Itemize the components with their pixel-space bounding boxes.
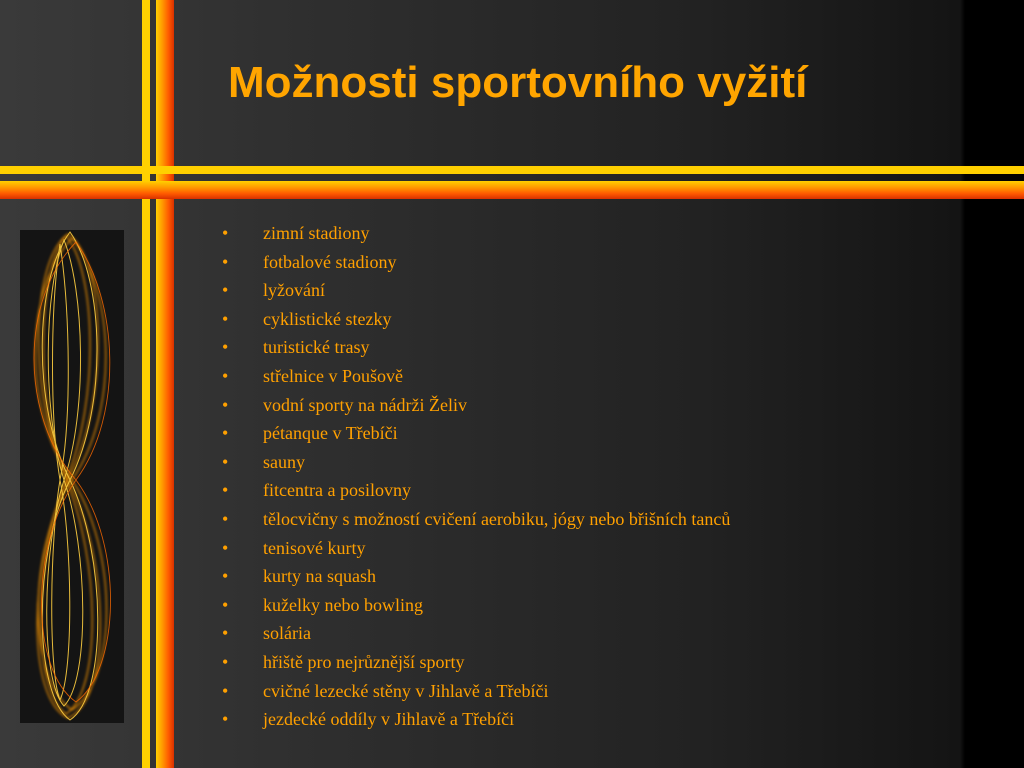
list-item-text: cyklistické stezky xyxy=(263,308,392,329)
list-item-text: jezdecké oddíly v Jihlavě a Třebíči xyxy=(263,709,515,730)
light-trail-image xyxy=(20,230,124,723)
bullet-icon: • xyxy=(222,680,229,701)
list-item-text: hřiště pro nejrůznější sporty xyxy=(263,651,465,672)
list-item xyxy=(222,591,730,620)
bullet-icon: • xyxy=(222,480,229,501)
list-item xyxy=(222,391,730,420)
horizontal-orange-stripe xyxy=(0,181,1024,199)
bullet-icon: • xyxy=(222,223,229,243)
horizontal-yellow-stripe xyxy=(0,166,1024,174)
bullet-icon: • xyxy=(222,308,229,329)
vertical-yellow-stripe xyxy=(142,0,150,768)
list-item-text: fotbalové stadiony xyxy=(263,251,397,272)
bullet-icon: • xyxy=(222,394,229,415)
list-item-text: tělocvičny s možností cvičení aerobiku, jógy nebo břišních tanců xyxy=(263,508,731,529)
list-item xyxy=(222,448,730,477)
list-item-text: fitcentra a posilovny xyxy=(263,480,411,501)
list-item-text: vodní sporty na nádrži Želiv xyxy=(263,394,467,415)
bullet-icon: • xyxy=(222,537,229,558)
list-item xyxy=(222,219,730,248)
list-item-text: tenisové kurty xyxy=(263,537,366,558)
list-item-text: kurty na squash xyxy=(263,566,376,587)
list-item-text: lyžování xyxy=(263,280,325,301)
bullet-icon: • xyxy=(222,709,229,730)
list-item xyxy=(222,476,730,505)
list-item-text: sauny xyxy=(263,451,305,472)
bullet-icon: • xyxy=(222,508,229,529)
list-item xyxy=(222,362,730,391)
list-item-text: cvičné lezecké stěny v Jihlavě a Třebíči xyxy=(263,680,549,701)
bullet-icon: • xyxy=(222,451,229,472)
list-item xyxy=(222,305,730,334)
list-item xyxy=(222,534,730,563)
bullet-icon: • xyxy=(222,280,229,301)
bullet-icon: • xyxy=(222,251,229,272)
list-item xyxy=(222,276,730,305)
list-item-text: turistické trasy xyxy=(263,337,370,358)
list-item-text: zimní stadiony xyxy=(263,223,370,243)
bullet-icon: • xyxy=(222,651,229,672)
list-item-text: kuželky nebo bowling xyxy=(263,594,423,615)
list-item xyxy=(222,419,730,448)
list-item-text: solária xyxy=(263,623,311,644)
list-item xyxy=(222,248,730,277)
list-item xyxy=(222,562,730,591)
bullet-icon: • xyxy=(222,594,229,615)
list-item xyxy=(222,677,730,706)
figure-eight-icon xyxy=(20,230,124,723)
bullet-icon: • xyxy=(222,365,229,386)
bullet-icon: • xyxy=(222,337,229,358)
bullet-icon: • xyxy=(222,423,229,444)
bullet-icon: • xyxy=(222,566,229,587)
list-item xyxy=(222,705,730,734)
vertical-orange-stripe xyxy=(156,0,174,768)
bullet-icon: • xyxy=(222,623,229,644)
slide-title: Možnosti sportovního vyžití xyxy=(228,58,808,107)
list-item xyxy=(222,619,730,648)
list-item xyxy=(222,648,730,677)
list-item-text: pétanque v Třebíči xyxy=(263,423,398,444)
list-item xyxy=(222,333,730,362)
list-item-text: střelnice v Poušově xyxy=(263,365,403,386)
list-item xyxy=(222,505,730,534)
bullet-list xyxy=(222,219,730,734)
